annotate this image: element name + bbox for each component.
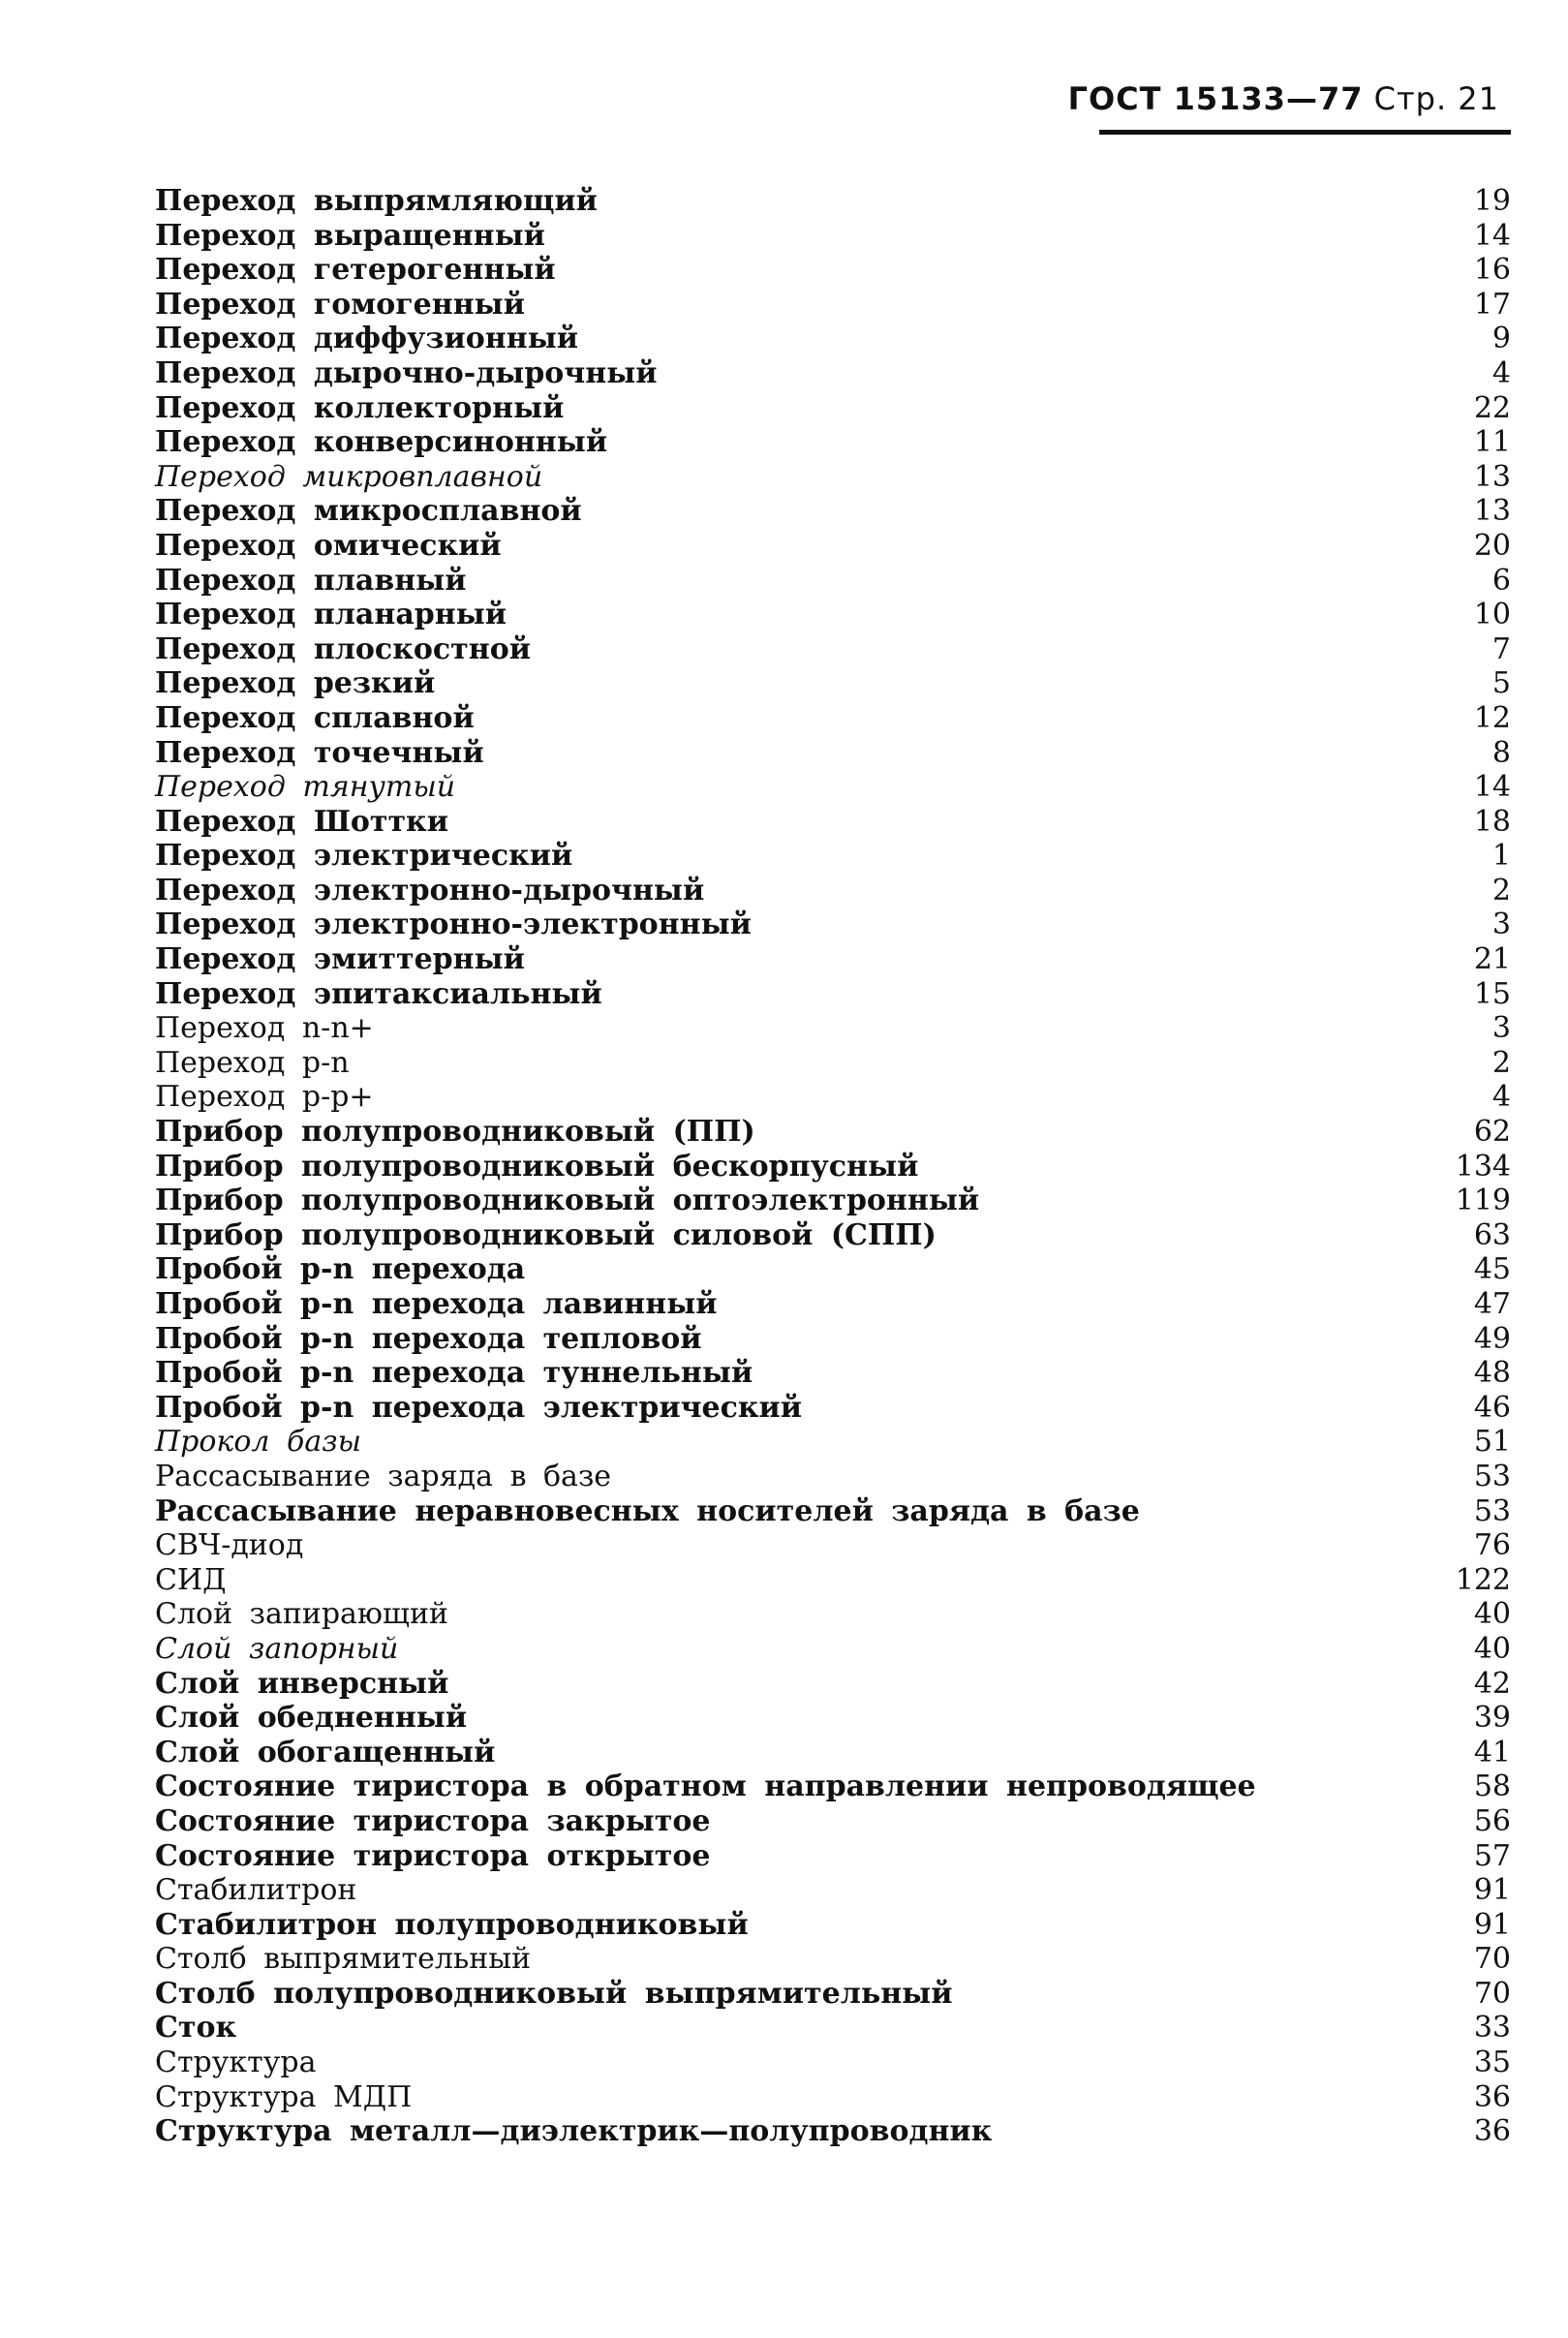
index-term: Переход гетерогенный [155,253,556,288]
index-term: Переход микровплавной [155,459,543,494]
index-entry [155,1287,1511,1322]
index-entry [155,564,1511,599]
index-term: Переход p-p+ [155,1080,374,1115]
index-entry [155,1011,1511,1046]
index-entry [155,1528,1511,1563]
index-entry [155,1701,1511,1736]
index-term: Столб выпрямительный [155,1942,532,1977]
index-entry [155,1115,1511,1150]
index-entry [155,219,1511,254]
index-term-number: 76 [1473,1528,1511,1563]
index-term: Переход точечный [155,735,484,770]
index-entry [155,736,1511,771]
index-term: Переход диффузионный [155,322,579,356]
index-term: Прибор полупроводниковый оптоэлектронный [155,1184,980,1218]
index-term-number: 70 [1473,1976,1511,2011]
index-term-number: 57 [1473,1838,1511,1873]
index-term: Переход p-n [155,1045,350,1080]
index-entry [155,1046,1511,1081]
term-index-list [155,184,1511,2149]
index-entry [155,839,1511,874]
index-term: СИД [155,1562,227,1597]
index-term-number: 10 [1473,598,1511,632]
index-term: Прибор полупроводниковый силовой (СПП) [155,1217,937,1252]
index-term: Переход конверсинонный [155,425,608,460]
index-term: Переход электронно-электронный [155,908,752,942]
index-term: Стабилитрон [155,1873,357,1908]
index-term-number: 41 [1473,1735,1511,1769]
index-entry [155,494,1511,529]
index-term-number: 6 [1491,563,1511,598]
standard-number: ГОСТ 15133—77 [1067,80,1364,117]
index-entry [155,770,1511,805]
index-entry [155,1632,1511,1667]
page-number: Стр. 21 [1373,80,1499,117]
index-term: Слой обедненный [155,1701,468,1736]
index-entry [155,356,1511,391]
index-term: Переход эпитаксиальный [155,976,602,1011]
index-entry [155,632,1511,667]
index-term-number: 35 [1473,2046,1511,2080]
index-term: Переход коллекторный [155,390,565,425]
index-term-number: 62 [1473,1115,1511,1150]
index-term: Переход электрический [155,839,573,874]
index-term-number: 45 [1473,1252,1511,1287]
index-term-number: 4 [1491,1080,1511,1115]
index-entry [155,701,1511,736]
index-term: Переход дырочно-дырочный [155,355,658,390]
index-term-number: 21 [1473,942,1511,977]
index-entry [155,1563,1511,1598]
index-term-number: 20 [1473,528,1511,563]
index-term: Прибор полупроводниковый (ПП) [155,1115,755,1150]
index-term-number: 7 [1491,631,1511,666]
index-entry [155,1736,1511,1770]
index-term: Состояние тиристора открытое [155,1838,711,1873]
index-term-number: 16 [1473,253,1511,288]
index-term-number: 63 [1473,1217,1511,1252]
index-entry [155,908,1511,942]
index-entry [155,288,1511,323]
index-term-number: 122 [1455,1562,1511,1597]
index-term-number: 91 [1473,1907,1511,1942]
index-term-number: 19 [1473,184,1511,218]
index-term: Рассасывание неравновесных носителей заряда в базе [155,1493,1140,1528]
index-entry [155,1667,1511,1702]
index-term-number: 11 [1473,425,1511,460]
index-term-number: 134 [1455,1149,1511,1184]
index-entry [155,529,1511,564]
index-term-number: 39 [1473,1701,1511,1736]
index-term: Переход плавный [155,563,467,598]
index-term-number: 18 [1473,804,1511,839]
index-term-number: 17 [1473,287,1511,322]
index-entry [155,2011,1511,2046]
index-term: Структура металл—диэлектрик—полупроводник [155,2114,993,2149]
index-term-number: 15 [1473,976,1511,1011]
index-term: Прибор полупроводниковый бескорпусный [155,1149,919,1184]
index-term: Слой запорный [155,1631,399,1666]
index-term: Рассасывание заряда в базе [155,1459,612,1493]
index-term-number: 42 [1473,1666,1511,1701]
index-entry [155,1804,1511,1839]
index-term: Переход выращенный [155,218,545,253]
index-entry [155,1839,1511,1874]
index-term-number: 51 [1473,1425,1511,1460]
index-term: Пробой p-n перехода электрический [155,1390,803,1425]
index-term: Переход электронно-дырочный [155,873,705,908]
index-term-number: 5 [1491,666,1511,701]
index-entry [155,1873,1511,1908]
index-term: Структура [155,2046,317,2080]
index-entry [155,1597,1511,1632]
index-term-number: 13 [1473,494,1511,529]
index-term: Столб полупроводниковый выпрямительный [155,1976,953,2011]
index-term: Переход гомогенный [155,287,525,322]
index-term: Пробой p-n перехода [155,1252,526,1287]
index-entry [155,1769,1511,1804]
index-entry [155,1942,1511,1977]
index-term-number: 14 [1473,770,1511,805]
index-term-number: 3 [1491,908,1511,942]
index-entry [155,874,1511,908]
index-term: Структура МДП [155,2079,413,2114]
index-entry [155,1356,1511,1391]
index-term-number: 3 [1491,1011,1511,1046]
index-entry [155,1184,1511,1218]
index-entry [155,1252,1511,1287]
index-term-number: 47 [1473,1287,1511,1321]
index-term-number: 58 [1473,1769,1511,1804]
index-entry [155,666,1511,701]
index-term-number: 12 [1473,700,1511,735]
index-term: Слой обогащенный [155,1735,496,1769]
index-term-number: 40 [1473,1631,1511,1666]
index-term: Переход эмиттерный [155,942,525,977]
index-term-number: 4 [1491,355,1511,390]
index-term-number: 91 [1473,1873,1511,1908]
index-term-number: 56 [1473,1803,1511,1838]
index-term-number: 1 [1491,839,1511,874]
index-entry [155,1908,1511,1943]
index-entry [155,460,1511,495]
index-term-number: 13 [1473,459,1511,494]
index-term: Слой запирающий [155,1597,448,1632]
index-term-number: 36 [1473,2079,1511,2114]
index-term: Переход Шоттки [155,804,448,839]
index-entry [155,184,1511,219]
index-term-number: 22 [1473,390,1511,425]
header-text [1068,79,1499,118]
index-term-number: 33 [1473,2011,1511,2046]
index-term: Прокол базы [155,1425,362,1460]
index-entry [155,253,1511,288]
index-term-number: 53 [1473,1493,1511,1528]
index-entry [155,1977,1511,2012]
index-term: СВЧ-диод [155,1528,304,1563]
index-term-number: 40 [1473,1597,1511,1632]
index-term-number: 119 [1455,1184,1511,1218]
index-term: Переход омический [155,528,502,563]
index-entry [155,2114,1511,2149]
index-term: Пробой p-n перехода туннельный [155,1356,753,1391]
index-term-number: 46 [1473,1390,1511,1425]
index-term-number: 2 [1491,873,1511,908]
index-term-number: 8 [1491,735,1511,770]
index-term-number: 2 [1491,1045,1511,1080]
index-term: Переход тянутый [155,770,456,805]
index-entry [155,805,1511,840]
index-term: Пробой p-n перехода лавинный [155,1287,718,1321]
index-entry [155,942,1511,977]
index-entry [155,1322,1511,1357]
index-entry [155,425,1511,460]
index-term-number: 48 [1473,1356,1511,1391]
index-term-number: 36 [1473,2114,1511,2149]
index-term: Состояние тиристора в обратном направлении непроводящее [155,1769,1256,1804]
index-entry [155,598,1511,632]
index-term: Переход планарный [155,598,507,632]
index-entry [155,1460,1511,1494]
index-term: Слой инверсный [155,1666,449,1701]
header-rule [1099,130,1511,135]
index-term: Переход микросплавной [155,494,582,529]
index-term: Переход резкий [155,666,436,701]
index-entry [155,1391,1511,1426]
index-term: Переход плоскостной [155,631,531,666]
index-entry [155,1080,1511,1115]
index-term: Переход сплавной [155,700,475,735]
index-entry [155,1494,1511,1529]
index-entry [155,391,1511,426]
index-entry [155,977,1511,1012]
index-term-number: 53 [1473,1459,1511,1493]
index-term-number: 14 [1473,218,1511,253]
index-term: Переход выпрямляющий [155,184,598,218]
index-entry [155,2046,1511,2080]
page-header [1067,79,1511,138]
index-entry [155,1425,1511,1460]
index-term: Состояние тиристора закрытое [155,1803,711,1838]
index-term: Сток [155,2011,237,2046]
index-term-number: 9 [1491,322,1511,356]
index-term-number: 49 [1473,1321,1511,1356]
index-entry [155,1150,1511,1184]
index-entry [155,2080,1511,2115]
index-term-number: 70 [1473,1942,1511,1977]
index-entry [155,322,1511,356]
index-term: Стабилитрон полупроводниковый [155,1907,749,1942]
index-term: Пробой p-n перехода тепловой [155,1321,702,1356]
index-entry [155,1218,1511,1253]
index-term: Переход n-n+ [155,1011,374,1046]
